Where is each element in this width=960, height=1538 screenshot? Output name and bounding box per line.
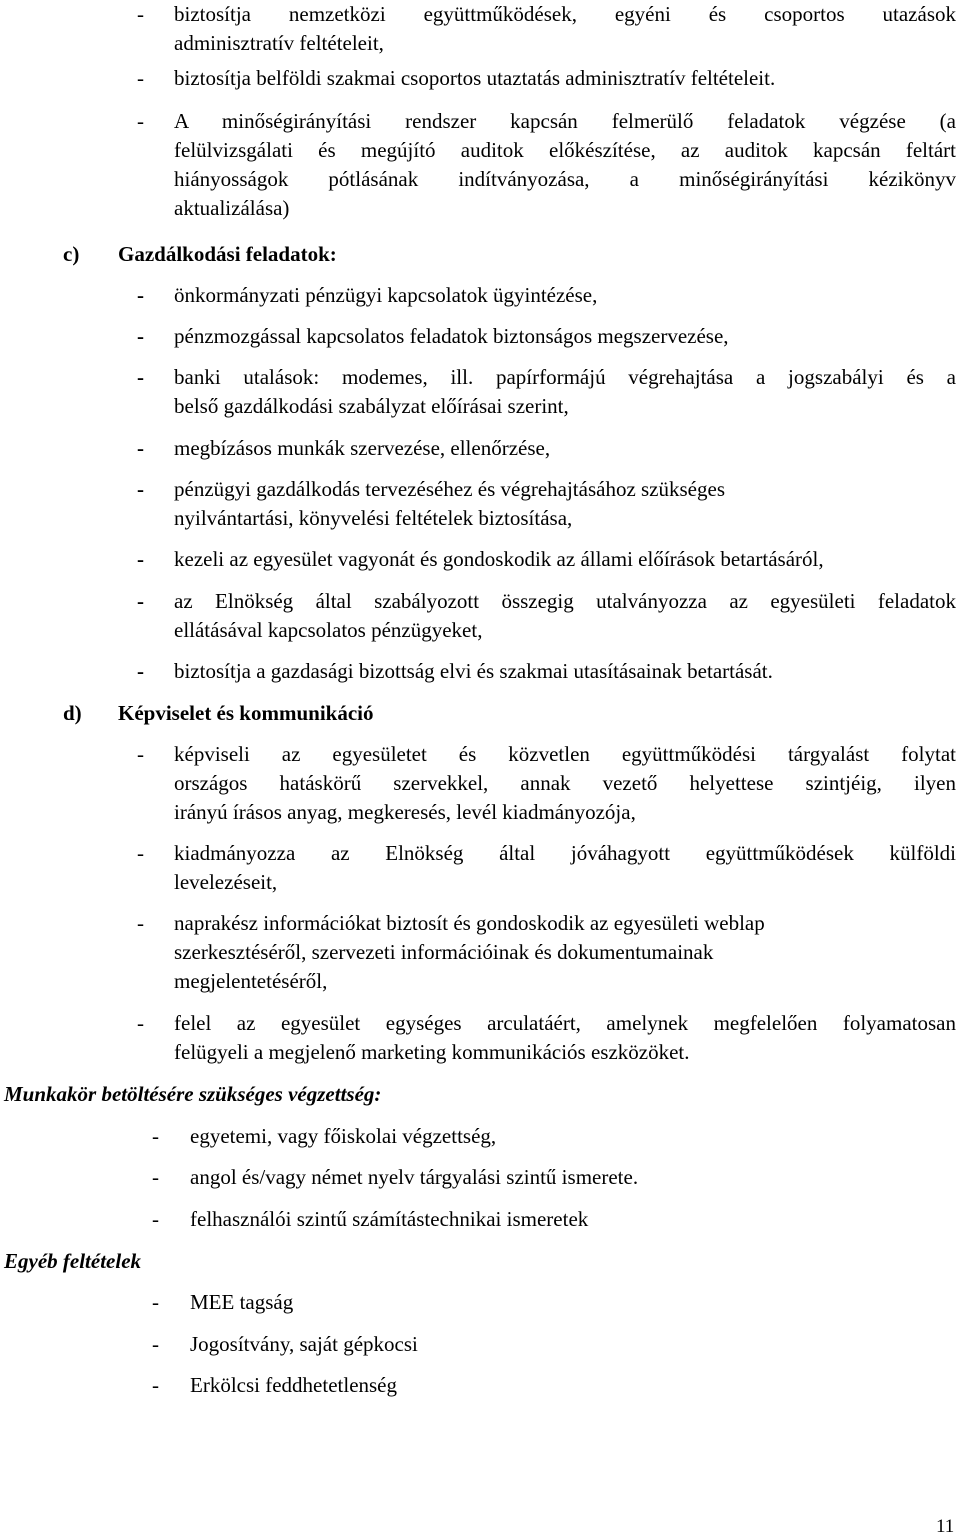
bullet-dash: -: [137, 109, 144, 133]
page-number: 11: [936, 1516, 955, 1537]
text-line: nyilvántartási, könyvelési feltételek biztosítása,: [174, 506, 573, 530]
bullet-dash: -: [137, 436, 144, 460]
section-c-label: c): [63, 242, 80, 266]
bullet-dash: -: [137, 2, 144, 26]
other-item-text: MEE tagság: [190, 1290, 294, 1314]
section-c-item-4-text: [174, 434, 956, 463]
text-line: az Elnökség által szabályozott összegig utalványozza az egyesületi feladatok: [174, 589, 956, 613]
text-line: kiadmányozza az Elnökség által jóváhagyott együttműködések külföldi: [174, 841, 956, 865]
section-c-item-6-text: [174, 545, 956, 574]
bullet-dash: -: [137, 324, 144, 348]
bullet-dash: -: [137, 911, 144, 935]
section-c-item-2-text: [174, 322, 956, 351]
section-d-label: d): [63, 701, 82, 725]
section-d-title: Képviselet és kommunikáció: [118, 701, 374, 725]
text-line: megjelentetéséről,: [174, 969, 328, 993]
bullet-dash: -: [152, 1165, 159, 1189]
text-line: felülvizsgálati és megújító auditok előkészítése, az auditok kapcsán feltárt: [174, 138, 956, 162]
top-item-3-text: [174, 107, 956, 223]
other-heading: Egyéb feltételek: [4, 1249, 142, 1273]
bullet-dash: -: [152, 1332, 159, 1356]
bullet-dash: -: [137, 547, 144, 571]
text-line: belső gazdálkodási szabályzat előírásai szerint,: [174, 394, 569, 418]
bullet-dash: -: [152, 1124, 159, 1148]
text-line: önkormányzati pénzügyi kapcsolatok ügyintézése,: [174, 283, 598, 307]
education-item-text: angol és/vagy német nyelv tárgyalási szintű ismerete.: [190, 1165, 639, 1189]
bullet-dash: -: [152, 1373, 159, 1397]
bullet-dash: -: [137, 742, 144, 766]
text-line: pénzmozgással kapcsolatos feladatok biztonságos megszervezése,: [174, 324, 729, 348]
other-item-text: Erkölcsi feddhetetlenség: [190, 1373, 398, 1397]
bullet-dash: -: [137, 477, 144, 501]
text-line: adminisztratív feltételeit,: [174, 31, 384, 55]
text-line: A minőségirányítási rendszer kapcsán felmerülő feladatok végzése (a: [174, 109, 956, 133]
text-line: pénzügyi gazdálkodás tervezéséhez és végrehajtásához szükséges: [174, 477, 725, 501]
education-item-text: felhasználói szintű számítástechnikai ismeretek: [190, 1207, 589, 1231]
text-line: biztosítja nemzetközi együttműködések, egyéni és csoportos utazások: [174, 2, 956, 26]
text-line: felügyeli a megjelenő marketing kommunikációs eszközöket.: [174, 1040, 690, 1064]
text-line: ellátásával kapcsolatos pénzügyeket,: [174, 618, 483, 642]
text-line: biztosítja belföldi szakmai csoportos utaztatás adminisztratív feltételeit.: [174, 66, 776, 90]
text-line: kezeli az egyesület vagyonát és gondoskodik az állami előírások betartásáról,: [174, 547, 824, 571]
bullet-dash: -: [152, 1207, 159, 1231]
bullet-dash: -: [137, 589, 144, 613]
bullet-dash: -: [137, 841, 144, 865]
section-c-item-1-text: [174, 281, 956, 310]
section-d-item-1-text: [174, 740, 956, 827]
top-item-2-text: [174, 64, 956, 93]
text-line: felel az egyesület egységes arculatáért, amelynek megfelelően folyamatosan: [174, 1011, 956, 1035]
text-line: biztosítja a gazdasági bizottság elvi és szakmai utasításainak betartását.: [174, 659, 773, 683]
text-line: naprakész információkat biztosít és gondoskodik az egyesületi weblap: [174, 911, 765, 935]
other-item-text: Jogosítvány, saját gépkocsi: [190, 1332, 418, 1356]
bullet-dash: -: [137, 66, 144, 90]
text-line: levelezéseit,: [174, 870, 278, 894]
text-line: országos hatáskörű szervekkel, annak vezető helyettese szintjéig, ilyen: [174, 771, 956, 795]
bullet-dash: -: [137, 659, 144, 683]
section-c-item-5-text: [174, 475, 956, 533]
section-d-item-3-text: [174, 909, 956, 996]
top-item-1-text: [174, 0, 956, 58]
education-heading: Munkakör betöltésére szükséges végzettség:: [4, 1082, 382, 1106]
bullet-dash: -: [137, 365, 144, 389]
bullet-dash: -: [152, 1290, 159, 1314]
section-c-item-8-text: [174, 657, 956, 686]
section-d-item-2-text: [174, 839, 956, 897]
education-item-text: egyetemi, vagy főiskolai végzettség,: [190, 1124, 497, 1148]
section-c-item-7-text: [174, 587, 956, 645]
section-d-item-4-text: [174, 1009, 956, 1067]
bullet-dash: -: [137, 283, 144, 307]
text-line: szerkesztéséről, szervezeti információinak és dokumentumainak: [174, 940, 714, 964]
section-c-item-3-text: [174, 363, 956, 421]
text-line: képviseli az egyesületet és közvetlen együttműködési tárgyalást folytat: [174, 742, 956, 766]
text-line: megbízásos munkák szervezése, ellenőrzése,: [174, 436, 551, 460]
bullet-dash: -: [137, 1011, 144, 1035]
section-c-title: Gazdálkodási feladatok:: [118, 242, 337, 266]
text-line: banki utalások: modemes, ill. papírformájú végrehajtása a jogszabályi és a: [174, 365, 956, 389]
text-line: aktualizálása): [174, 196, 290, 220]
text-line: irányú írásos anyag, megkeresés, levél kiadmányozója,: [174, 800, 636, 824]
text-line: hiányosságok pótlásának indítványozása, a minőségirányítási kézikönyv: [174, 167, 956, 191]
